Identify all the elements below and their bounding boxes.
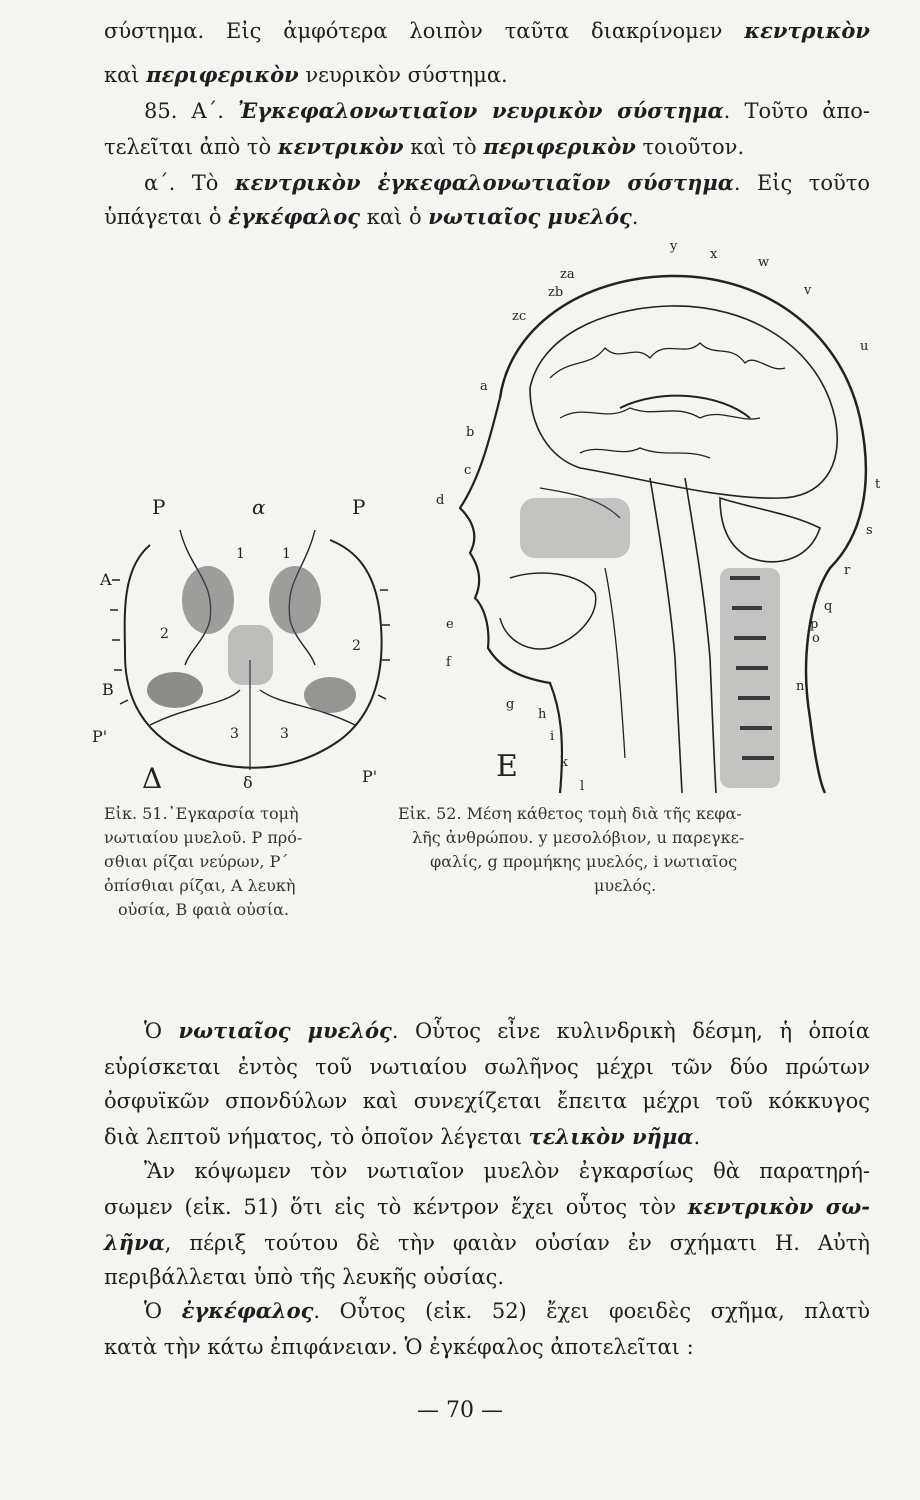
label-b: B (102, 680, 114, 699)
label-za: za (560, 267, 575, 282)
text-run: Ἂν κόψωμεν τὸν νωτιαῖον μυελὸν ἐγκαρσίως θὰ παρατηρή- (144, 1159, 870, 1183)
brainstem-spinal-cord (650, 478, 716, 793)
label-r: r (844, 563, 851, 578)
bold-term: νωτιαῖος μυελός (178, 1018, 392, 1043)
label-h: h (538, 707, 547, 722)
bold-term: περιφερικὸν (146, 62, 299, 87)
label-p: p (810, 617, 819, 632)
text-run: καὶ ὁ (360, 205, 429, 229)
section-title: Ἐγκεφαλονωτιαῖον νευρικὸν σύστημα (238, 98, 724, 123)
label-a: A (100, 570, 112, 589)
label-p-prime-left: P' (92, 727, 108, 746)
caption-line: μυελός. (594, 876, 657, 895)
bold-term: ἐγκέφαλος (228, 204, 361, 229)
text-run: , πέριξ τούτου δὲ τὴν φαιὰν οὐσίαν ἐν σχήματι Η. Αὐτὴ (164, 1231, 870, 1255)
text-line-p3 (104, 1086, 870, 1116)
caption-figure-51 (104, 802, 366, 922)
label-zc: zc (512, 309, 527, 324)
text-run: νευρικὸν σύστημα. (298, 63, 508, 87)
text-run: . Τοῦτο ἀπο- (723, 99, 870, 123)
label-w: w (758, 255, 770, 270)
caption-line: Εἰκ. 51.᾽Εγκαρσία τομὴ (104, 804, 299, 823)
caption-line: σθιαι ρίζαι νεύρων, Ρ΄ (104, 852, 289, 871)
label-t: t (875, 477, 881, 492)
text-line-p10 (104, 1332, 870, 1362)
label-i: i (550, 729, 555, 744)
caption-figure-52 (398, 802, 876, 898)
label-1a: 1 (236, 546, 245, 562)
text-run: ὑπάγεται ὁ (104, 205, 229, 229)
label-3b: 3 (280, 726, 289, 742)
text-line-p8 (104, 1262, 870, 1292)
face-profile (460, 398, 562, 793)
tongue (500, 573, 596, 649)
text-line-p6 (104, 1192, 870, 1222)
text-line-p2 (104, 1052, 870, 1082)
text-line-6 (104, 202, 870, 232)
label-f: f (446, 655, 451, 670)
figure-51-spinal-cord-section (90, 490, 410, 800)
label-2b: 2 (352, 638, 361, 654)
label-p-prime-right: P' (362, 767, 378, 786)
text-run: . (631, 205, 639, 229)
cerebellum (720, 498, 820, 562)
bold-term: κεντρικὸν σω- (687, 1194, 870, 1219)
text-line-p1 (144, 1016, 870, 1046)
label-e: e (446, 617, 454, 632)
caption-line: νωτιαίου μυελοῦ. Ρ πρό- (104, 828, 303, 847)
label-bottom-small: δ (243, 773, 253, 792)
text-line-4 (104, 132, 870, 162)
bold-term: κεντρικὸν (277, 134, 404, 159)
caption-line: Εἰκ. 52. Μέση κάθετος τομὴ διὰ τῆς κεφα- (398, 804, 742, 823)
label-3a: 3 (230, 726, 239, 742)
text-line-p4 (104, 1122, 870, 1152)
figure-52-head-sagittal-section (420, 238, 890, 798)
bold-term: κεντρικὸν (744, 18, 870, 43)
subsection-title: κεντρικὸν ἐγκεφαλονωτιαῖον σύστημα (234, 170, 734, 195)
text-run: καὶ τὸ (403, 135, 484, 159)
label-n: n (796, 679, 805, 694)
caption-line: φαλίς, g προμήκης μυελός, i νωτιαῖος (430, 852, 738, 871)
label-v: v (804, 283, 812, 298)
text-run: σύστημα. Εἰς ἀμφότερα λοιπὸν ταῦτα διακρίνομεν (104, 19, 745, 43)
grey-matter (147, 566, 356, 713)
label-c: c (464, 463, 472, 478)
text-run: διὰ λεπτοῦ νήματος, τὸ ὁποῖον λέγεται (104, 1125, 529, 1149)
label-y: y (670, 239, 678, 254)
label-k: k (560, 755, 568, 770)
bold-term: λῆνα (104, 1230, 165, 1255)
label-s: s (866, 523, 873, 538)
text-run: . (693, 1125, 701, 1149)
label-zb: zb (548, 285, 564, 300)
text-line-1 (104, 16, 870, 46)
text-line-p5 (144, 1156, 870, 1186)
label-b: b (466, 425, 475, 440)
label-u: u (860, 339, 869, 354)
caption-line: οὐσία, Β φαιὰ οὐσία. (118, 900, 289, 919)
label-g: g (506, 697, 515, 712)
text-run: σωμεν (εἰκ. 51) ὅτι εἰς τὸ κέντρον ἔχει οὗτος τὸν (104, 1195, 688, 1219)
label-a: a (480, 379, 488, 394)
text-run: εὑρίσκεται ἐντὸς τοῦ νωτιαίου σωλῆνος μέχρι τῶν δύο πρώτων (104, 1055, 870, 1079)
text-run: . Οὗτος εἶνε κυλινδρικὴ δέσμη, ἡ ὁποία (391, 1019, 870, 1043)
label-l: l (580, 779, 585, 794)
label-q: q (824, 599, 833, 614)
label-big-e: E (496, 749, 518, 784)
text-run: τελεῖται ἀπὸ τὸ (104, 135, 278, 159)
text-run: κατὰ τὴν κάτω ἐπιφάνειαν. Ὁ ἐγκέφαλος ἀποτελεῖται : (104, 1335, 694, 1359)
cerebrum (530, 306, 837, 498)
label-delta: Δ (142, 762, 163, 795)
text-run: . Εἰς τοῦτο (733, 171, 871, 195)
section-heading-85 (144, 96, 870, 126)
caption-line: λῆς ἀνθρώπου. y μεσολόβιον, u παρεγκε- (412, 828, 745, 847)
text-line-p7 (104, 1228, 870, 1258)
label-2a: 2 (160, 626, 169, 642)
bold-term: περιφερικὸν (483, 134, 636, 159)
text-run: Ὁ (144, 1019, 179, 1043)
label-d: d (436, 493, 445, 508)
label-1b: 1 (282, 546, 291, 562)
section-number: 85. Α΄. (144, 99, 238, 123)
text-run: . Οὗτος (εἰκ. 52) ἔχει φοειδὲς σχῆμα, πλατὺ (313, 1299, 870, 1323)
page-number: — 70 — (417, 1398, 503, 1423)
text-run: τοιοῦτον. (635, 135, 745, 159)
label-o: o (812, 631, 820, 646)
label-p-left: P (152, 495, 166, 519)
text-run: καὶ (104, 63, 147, 87)
text-run: περιβάλλεται ὑπὸ τῆς λευκῆς οὐσίας. (104, 1265, 505, 1289)
bold-term: ἐγκέφαλος (181, 1298, 314, 1323)
bold-term: τελικὸν νῆμα (528, 1124, 694, 1149)
label-alpha: α (252, 495, 266, 519)
caption-line: ὀπίσθιαι ρίζαι, Α λευκὴ (104, 876, 296, 895)
bold-term: νωτιαῖος μυελός (428, 204, 632, 229)
label-p-right: P (352, 495, 366, 519)
subsection-heading-a (144, 168, 870, 198)
label-x: x (710, 247, 718, 262)
text-run: ὀσφυϊκῶν σπονδύλων καὶ συνεχίζεται ἔπειτα μέχρι τοῦ κόκκυγος (104, 1089, 870, 1113)
text-run: α΄. Τὸ (144, 171, 235, 195)
text-line-2 (104, 60, 870, 90)
text-run: Ὁ (144, 1299, 182, 1323)
text-line-p9 (144, 1296, 870, 1326)
